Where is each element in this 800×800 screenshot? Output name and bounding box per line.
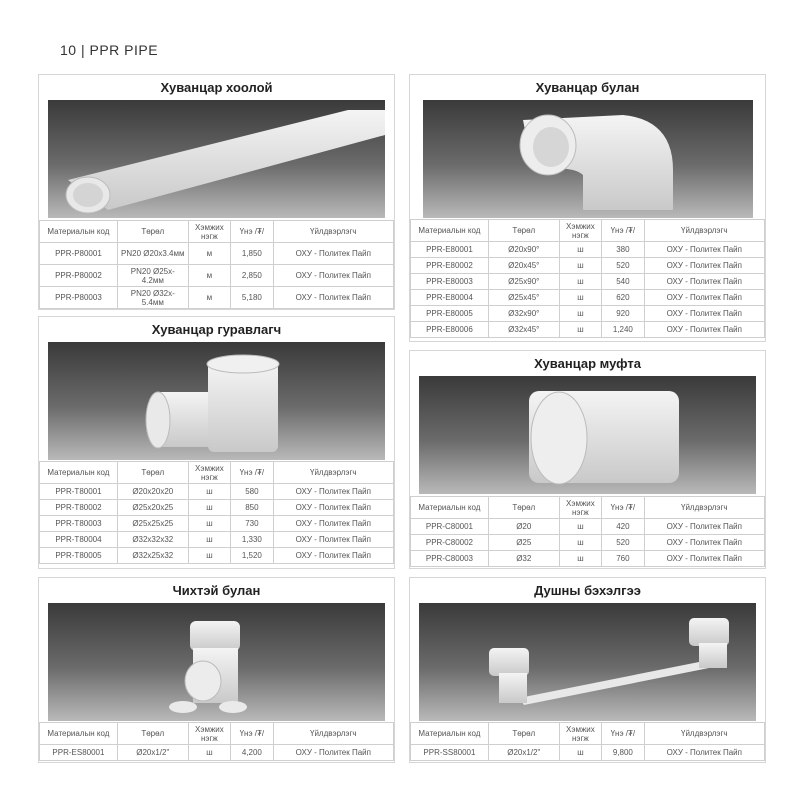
table-header-row bbox=[411, 220, 765, 242]
table-cell: ОХУ - Политек Пайп bbox=[644, 274, 764, 290]
table-cell: 2,850 bbox=[231, 265, 273, 287]
table-row bbox=[411, 745, 765, 761]
table-cell: PN20 Ø20x3.4мм bbox=[117, 243, 188, 265]
table-row bbox=[411, 535, 765, 551]
column-header: Төрөл bbox=[488, 723, 559, 745]
eared-elbow-icon bbox=[48, 603, 385, 721]
table-cell: Ø25x25x25 bbox=[117, 516, 188, 532]
column-header: Төрөл bbox=[488, 220, 559, 242]
table-cell: ОХУ - Политек Пайп bbox=[644, 745, 764, 761]
table-row bbox=[40, 548, 394, 564]
table-cell: ОХУ - Политек Пайп bbox=[644, 242, 764, 258]
column-header: Материалын код bbox=[411, 220, 489, 242]
table-cell: Ø32x32x32 bbox=[117, 532, 188, 548]
table-cell: 380 bbox=[602, 242, 644, 258]
table-cell: Ø20x45° bbox=[488, 258, 559, 274]
table-cell: PPR-T80004 bbox=[40, 532, 118, 548]
table-cell: Ø32 bbox=[488, 551, 559, 567]
table-cell: Ø25x90° bbox=[488, 274, 559, 290]
table-cell: м bbox=[188, 243, 230, 265]
shower-mount-icon bbox=[419, 603, 756, 721]
table-header-row bbox=[40, 723, 394, 745]
table-cell: PN20 Ø32x-5.4мм bbox=[117, 287, 188, 309]
table-row bbox=[40, 500, 394, 516]
product-card-eared-elbow bbox=[38, 577, 395, 763]
table-row bbox=[411, 551, 765, 567]
table-cell: Ø20x1/2" bbox=[488, 745, 559, 761]
column-header: Материалын код bbox=[411, 497, 489, 519]
table-cell: 920 bbox=[602, 306, 644, 322]
table-cell: м bbox=[188, 287, 230, 309]
table-cell: ОХУ - Политек Пайп bbox=[273, 500, 393, 516]
table-cell: ОХУ - Политек Пайп bbox=[273, 484, 393, 500]
column-header: Үнэ /₮/ bbox=[231, 723, 273, 745]
column-header: Материалын код bbox=[40, 221, 118, 243]
column-header: Материалын код bbox=[40, 462, 118, 484]
column-header: Хэмжих нэгж bbox=[188, 723, 230, 745]
table-cell: PPR-C80001 bbox=[411, 519, 489, 535]
table-cell: PPR-P80001 bbox=[40, 243, 118, 265]
table-cell: ш bbox=[559, 535, 601, 551]
table-cell: Ø25x45° bbox=[488, 290, 559, 306]
table-header-row bbox=[40, 462, 394, 484]
column-header: Төрөл bbox=[117, 723, 188, 745]
table-cell: PPR-P80003 bbox=[40, 287, 118, 309]
table-row bbox=[40, 532, 394, 548]
column-header: Хэмжих нэгж bbox=[559, 497, 601, 519]
product-card-pipe bbox=[38, 74, 395, 310]
column-header: Материалын код bbox=[411, 723, 489, 745]
column-header: Үйлдвэрлэгч bbox=[273, 221, 393, 243]
table-cell: 1,330 bbox=[231, 532, 273, 548]
table-row bbox=[411, 258, 765, 274]
column-header: Хэмжих нэгж bbox=[188, 221, 230, 243]
table-cell: ОХУ - Политек Пайп bbox=[273, 287, 393, 309]
table-cell: 1,520 bbox=[231, 548, 273, 564]
table-row bbox=[40, 287, 394, 309]
table-cell: 540 bbox=[602, 274, 644, 290]
product-card-shower-mount bbox=[409, 577, 766, 763]
table-cell: 5,180 bbox=[231, 287, 273, 309]
table-row bbox=[411, 242, 765, 258]
table-cell: 1,850 bbox=[231, 243, 273, 265]
product-title: Хуванцар булан bbox=[535, 80, 640, 95]
pipe-icon bbox=[48, 100, 385, 218]
price-table bbox=[410, 722, 765, 761]
table-row bbox=[40, 745, 394, 761]
product-title: Душны бэхэлгээ bbox=[534, 583, 641, 598]
table-cell: 520 bbox=[602, 535, 644, 551]
table-cell: ОХУ - Политек Пайп bbox=[644, 290, 764, 306]
table-cell: PPR-E80005 bbox=[411, 306, 489, 322]
column-header: Үнэ /₮/ bbox=[231, 221, 273, 243]
table-cell: 730 bbox=[231, 516, 273, 532]
table-row bbox=[40, 243, 394, 265]
table-cell: Ø20x20x20 bbox=[117, 484, 188, 500]
coupling-icon bbox=[419, 376, 756, 494]
column-header: Төрөл bbox=[117, 221, 188, 243]
table-cell: ш bbox=[188, 745, 230, 761]
product-card-coupling bbox=[409, 350, 766, 569]
table-cell: PPR-C80002 bbox=[411, 535, 489, 551]
elbow-icon bbox=[423, 100, 753, 218]
table-cell: ш bbox=[559, 290, 601, 306]
table-cell: PPR-C80003 bbox=[411, 551, 489, 567]
table-cell: ОХУ - Политек Пайп bbox=[644, 535, 764, 551]
table-row bbox=[40, 265, 394, 287]
column-header: Үнэ /₮/ bbox=[231, 462, 273, 484]
table-cell: PPR-T80003 bbox=[40, 516, 118, 532]
page-header: 10 | PPR PIPE bbox=[60, 42, 159, 58]
table-cell: 1,240 bbox=[602, 322, 644, 338]
table-cell: PPR-T80002 bbox=[40, 500, 118, 516]
table-cell: ш bbox=[559, 519, 601, 535]
table-cell: Ø20x1/2" bbox=[117, 745, 188, 761]
table-cell: ОХУ - Политек Пайп bbox=[273, 745, 393, 761]
column-header: Хэмжих нэгж bbox=[559, 723, 601, 745]
product-title: Хуванцар гуравлагч bbox=[151, 322, 282, 337]
table-cell: ОХУ - Политек Пайп bbox=[644, 551, 764, 567]
table-cell: Ø32x45° bbox=[488, 322, 559, 338]
table-cell: Ø20 bbox=[488, 519, 559, 535]
table-cell: 850 bbox=[231, 500, 273, 516]
table-cell: ш bbox=[559, 274, 601, 290]
table-header-row bbox=[411, 723, 765, 745]
table-cell: Ø32x25x32 bbox=[117, 548, 188, 564]
table-cell: PPR-T80005 bbox=[40, 548, 118, 564]
table-cell: ш bbox=[559, 242, 601, 258]
column-header: Үйлдвэрлэгч bbox=[273, 462, 393, 484]
table-cell: Ø32x90° bbox=[488, 306, 559, 322]
table-cell: ОХУ - Политек Пайп bbox=[644, 306, 764, 322]
table-cell: PPR-E80002 bbox=[411, 258, 489, 274]
table-cell: ш bbox=[559, 551, 601, 567]
table-cell: ш bbox=[188, 484, 230, 500]
table-cell: 9,800 bbox=[602, 745, 644, 761]
table-cell: PN20 Ø25x-4.2мм bbox=[117, 265, 188, 287]
column-header: Үйлдвэрлэгч bbox=[273, 723, 393, 745]
table-cell: м bbox=[188, 265, 230, 287]
table-cell: PPR-E80001 bbox=[411, 242, 489, 258]
table-cell: 4,200 bbox=[231, 745, 273, 761]
product-title: Хуванцар хоолой bbox=[160, 80, 273, 95]
table-cell: PPR-E80003 bbox=[411, 274, 489, 290]
table-cell: ОХУ - Политек Пайп bbox=[273, 548, 393, 564]
table-cell: 420 bbox=[602, 519, 644, 535]
table-cell: Ø20x90° bbox=[488, 242, 559, 258]
table-cell: Ø25x20x25 bbox=[117, 500, 188, 516]
column-header: Үнэ /₮/ bbox=[602, 723, 644, 745]
table-header-row bbox=[40, 221, 394, 243]
table-cell: PPR-E80006 bbox=[411, 322, 489, 338]
table-cell: PPR-E80004 bbox=[411, 290, 489, 306]
table-row bbox=[411, 274, 765, 290]
product-card-elbow bbox=[409, 74, 766, 342]
column-header: Үйлдвэрлэгч bbox=[644, 497, 764, 519]
table-cell: ш bbox=[188, 548, 230, 564]
column-header: Материалын код bbox=[40, 723, 118, 745]
table-row bbox=[411, 519, 765, 535]
table-cell: PPR-ES80001 bbox=[40, 745, 118, 761]
column-header: Хэмжих нэгж bbox=[188, 462, 230, 484]
column-header: Үнэ /₮/ bbox=[602, 220, 644, 242]
table-cell: ш bbox=[559, 306, 601, 322]
table-cell: PPR-P80002 bbox=[40, 265, 118, 287]
table-cell: 760 bbox=[602, 551, 644, 567]
table-row bbox=[40, 516, 394, 532]
column-header: Үнэ /₮/ bbox=[602, 497, 644, 519]
table-cell: ОХУ - Политек Пайп bbox=[644, 519, 764, 535]
table-cell: ОХУ - Политек Пайп bbox=[273, 532, 393, 548]
table-cell: Ø25 bbox=[488, 535, 559, 551]
column-header: Хэмжих нэгж bbox=[559, 220, 601, 242]
column-header: Төрөл bbox=[117, 462, 188, 484]
table-row bbox=[411, 290, 765, 306]
price-table bbox=[39, 220, 394, 309]
table-cell: PPR-SS80001 bbox=[411, 745, 489, 761]
table-row bbox=[411, 322, 765, 338]
table-cell: ш bbox=[188, 516, 230, 532]
product-title: Хуванцар муфта bbox=[534, 356, 641, 371]
table-cell: ОХУ - Политек Пайп bbox=[644, 258, 764, 274]
table-cell: 520 bbox=[602, 258, 644, 274]
table-cell: ш bbox=[188, 500, 230, 516]
table-header-row bbox=[411, 497, 765, 519]
column-header: Үйлдвэрлэгч bbox=[644, 220, 764, 242]
table-cell: ОХУ - Политек Пайп bbox=[273, 516, 393, 532]
table-cell: 620 bbox=[602, 290, 644, 306]
product-title: Чихтэй булан bbox=[172, 583, 261, 598]
product-card-tee bbox=[38, 316, 395, 569]
table-cell: ш bbox=[559, 322, 601, 338]
price-table bbox=[39, 722, 394, 761]
table-cell: ш bbox=[559, 258, 601, 274]
table-row bbox=[40, 484, 394, 500]
column-header: Төрөл bbox=[488, 497, 559, 519]
table-cell: PPR-T80001 bbox=[40, 484, 118, 500]
table-row bbox=[411, 306, 765, 322]
column-header: Үйлдвэрлэгч bbox=[644, 723, 764, 745]
table-cell: 580 bbox=[231, 484, 273, 500]
table-cell: ОХУ - Политек Пайп bbox=[273, 243, 393, 265]
table-cell: ОХУ - Политек Пайп bbox=[273, 265, 393, 287]
price-table bbox=[410, 496, 765, 567]
table-cell: ш bbox=[559, 745, 601, 761]
price-table bbox=[39, 461, 394, 564]
table-cell: ш bbox=[188, 532, 230, 548]
tee-icon bbox=[48, 342, 385, 460]
table-cell: ОХУ - Политек Пайп bbox=[644, 322, 764, 338]
price-table bbox=[410, 219, 765, 338]
